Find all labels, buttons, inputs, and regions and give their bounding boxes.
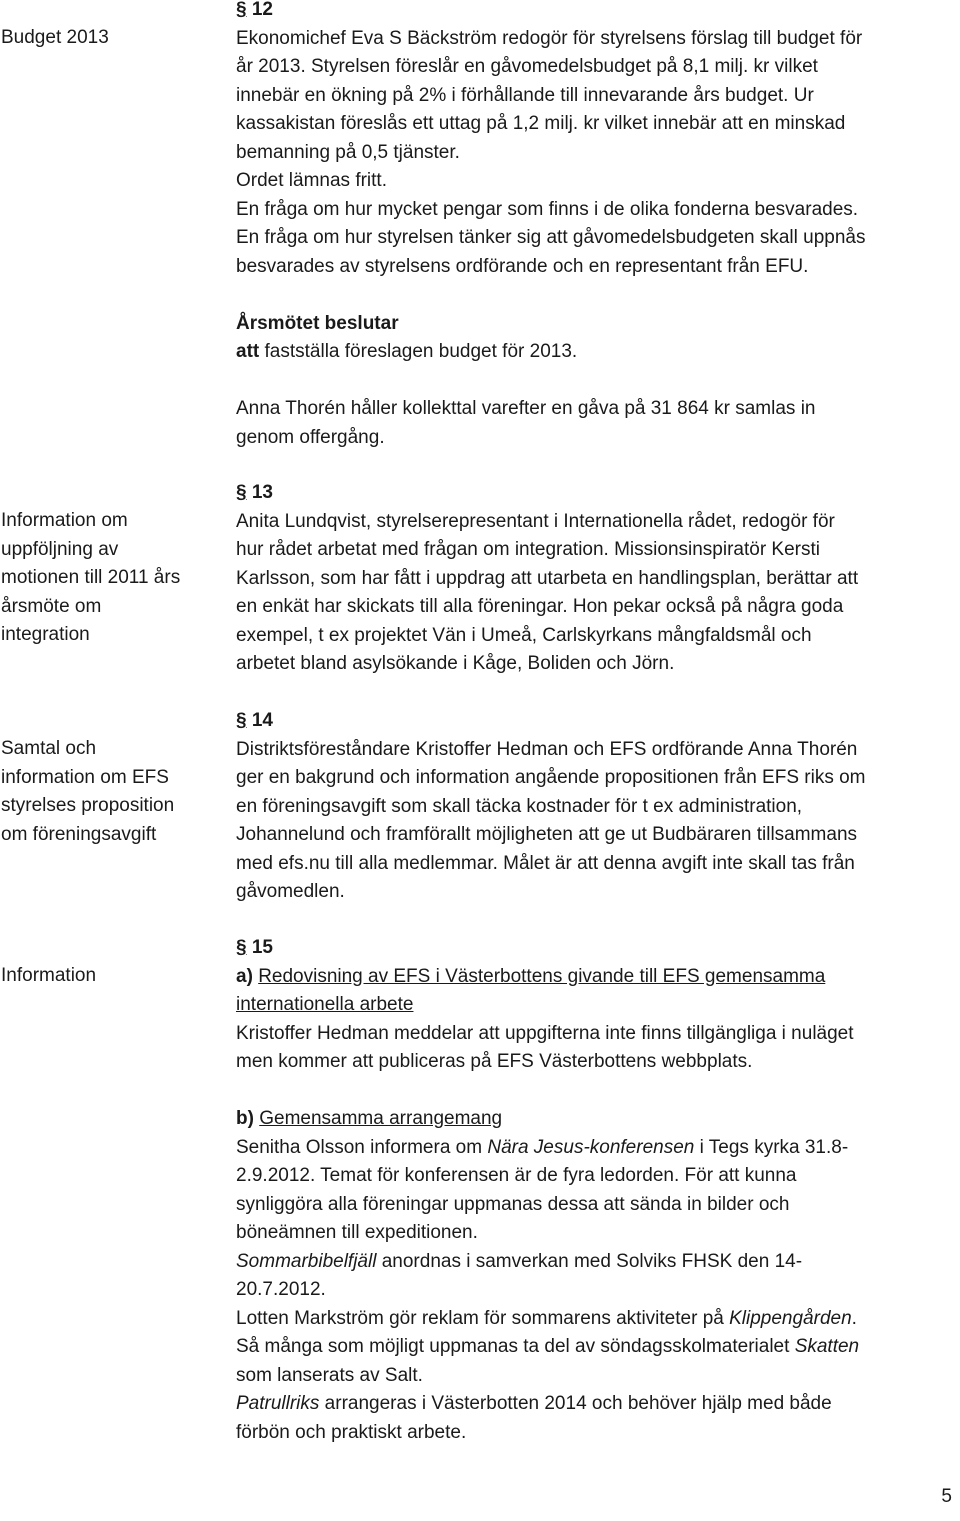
- text-line: En fråga om hur styrelsen tänker sig att gåvomedelsbudgeten skall uppnås: [236, 227, 866, 248]
- text-line: [236, 1248, 952, 1277]
- section-heading: [236, 934, 952, 963]
- section-heading: [236, 0, 952, 25]
- text-line: Johannelund och framförallt möjligheten att ge ut Budbäraren tillsammans: [236, 824, 858, 845]
- paragraph-mark: §: [236, 0, 247, 20]
- text-span: Lotten Markström gör reklam för sommarens aktiviteter på: [236, 1307, 730, 1329]
- section-15: [236, 934, 952, 1447]
- sidebar-line: information om EFS: [1, 766, 169, 788]
- text-line: synliggöra alla föreningar uppmanas dessa att sända in bilder och: [236, 1193, 790, 1215]
- decision-text: fastställa föreslagen budget för 2013.: [259, 341, 578, 362]
- text-line: [236, 1134, 952, 1163]
- text-line: [236, 1305, 952, 1334]
- text-line: bemanning på 0,5 tjänster.: [236, 141, 460, 163]
- text-line: kassakistan föreslås ett uttag på 1,2 milj. kr vilket innebär att en minskad: [236, 113, 846, 134]
- text-line: Ekonomichef Eva S Bäckström redogör för styrelsens förslag till budget för: [236, 27, 863, 49]
- text-span: Senitha Olsson informera om: [236, 1136, 488, 1158]
- text-line: Anita Lundqvist, styrelserepresentant i Internationella rådet, redogör för: [236, 510, 835, 532]
- paragraph-mark: §: [236, 710, 247, 731]
- text-span: anordnas i samverkan med Solviks FHSK den 14-: [376, 1250, 803, 1272]
- italic-span: Patrullriks: [236, 1393, 320, 1414]
- italic-span: Klippengården: [729, 1307, 852, 1329]
- text-line: En fråga om hur mycket pengar som finns i de olika fonderna besvarades.: [236, 198, 859, 220]
- subsection-b-label: b): [236, 1108, 254, 1129]
- subsection-a-title-1: Redovisning av EFS i Västerbottens givande till EFS gemensamma: [258, 965, 826, 987]
- section-14: [236, 707, 952, 907]
- subsection-a-label: a): [236, 965, 253, 987]
- text-line: Karlsson, som har fått i uppdrag att utarbeta en handlingsplan, berättar att: [236, 567, 859, 589]
- sidebar-line: integration: [1, 624, 90, 645]
- text-line: genom offergång.: [236, 426, 385, 448]
- sidebar-integration: [1, 507, 211, 650]
- sidebar-information: [1, 962, 211, 991]
- decision-heading: Årsmötet beslutar: [236, 312, 399, 334]
- subsection-a-title: [236, 963, 952, 992]
- sidebar-line: om föreningsavgift: [1, 823, 157, 845]
- subsection-b-title-text: Gemensamma arrangemang: [259, 1108, 503, 1129]
- sidebar-line: Information om: [1, 510, 128, 531]
- text-line: hur rådet arbetat med frågan om integration. Missionsinspiratör Kersti: [236, 539, 820, 560]
- text-line: år 2013. Styrelsen föreslår en gåvomedelsbudget på 8,1 milj. kr vilket: [236, 56, 818, 77]
- text-line: en föreningsavgift som skall täcka kostnader för t ex administration,: [236, 795, 803, 817]
- section-heading: [236, 479, 952, 508]
- decision-att: att: [236, 341, 260, 362]
- paragraph-mark: §: [236, 937, 247, 958]
- sidebar-line: styrelses proposition: [1, 795, 175, 816]
- section-number: 15: [251, 937, 273, 958]
- subsection-a-title-2: internationella arbete: [236, 994, 414, 1015]
- text-line: ger en bakgrund och information angående propositionen från EFS riks om: [236, 767, 866, 788]
- sidebar-line: motionen till 2011 års: [1, 567, 181, 588]
- section-number: 13: [251, 482, 273, 503]
- section-heading: [236, 707, 952, 736]
- text-line: [236, 1390, 952, 1419]
- text-line: gåvomedlen.: [236, 881, 345, 902]
- text-line: böneämnen till expeditionen.: [236, 1222, 478, 1243]
- section-number: 14: [251, 710, 273, 731]
- sidebar-line: årsmöte om: [1, 595, 102, 617]
- text-span: Så många som möjligt uppmanas ta del av söndagsskolmaterialet: [236, 1336, 795, 1357]
- sidebar-label-information: Information: [1, 965, 97, 986]
- decision-line: [236, 338, 952, 367]
- text-span: i Tegs kyrka 31.8-: [694, 1136, 849, 1158]
- subsection-b-title: [236, 1105, 952, 1134]
- page-number: 5: [941, 1486, 952, 1507]
- text-line: med efs.nu till alla medlemmar. Målet är att denna avgift inte skall tas från: [236, 852, 855, 874]
- italic-span: Nära Jesus-konferensen: [487, 1136, 695, 1158]
- sidebar-label-budget: Budget 2013: [1, 27, 109, 48]
- text-line: en enkät har skickats till alla föreningar. Hon pekar också på några goda: [236, 596, 844, 617]
- text-line: arbetet bland asylsökande i Kåge, Boliden och Jörn.: [236, 653, 675, 674]
- text-line: exempel, t ex projektet Vän i Umeå, Carlskyrkans mångfaldsmål och: [236, 624, 812, 646]
- paragraph-mark: §: [236, 482, 247, 503]
- text-line: 2.9.2012. Temat för konferensen är de fyra ledorden. För att kunna: [236, 1165, 797, 1186]
- sidebar-line: Samtal och: [1, 738, 97, 759]
- section-12: [236, 0, 952, 452]
- text-line: Anna Thorén håller kollekttal varefter en gåva på 31 864 kr samlas in: [236, 398, 816, 419]
- section-number: 12: [251, 0, 273, 20]
- text-line: innebär en ökning på 2% i förhållande till innevarande års budget. Ur: [236, 84, 814, 106]
- text-line: som lanserats av Salt.: [236, 1364, 423, 1386]
- text-line: besvarades av styrelsens ordförande och en representant från EFU.: [236, 255, 809, 277]
- text-line: [236, 1333, 952, 1362]
- text-line: men kommer att publiceras på EFS Västerbottens webbplats.: [236, 1051, 753, 1072]
- text-line: Kristoffer Hedman meddelar att uppgifterna inte finns tillgängliga i nuläget: [236, 1022, 854, 1044]
- italic-span: Skatten: [794, 1336, 860, 1357]
- sidebar-budget: [1, 24, 211, 53]
- text-span: .: [851, 1307, 857, 1329]
- text-line: 20.7.2012.: [236, 1279, 326, 1300]
- italic-span: Sommarbibelfjäll: [236, 1250, 377, 1272]
- section-13: [236, 479, 952, 679]
- text-line: Ordet lämnas fritt.: [236, 170, 387, 191]
- text-line: Distriktsföreståndare Kristoffer Hedman och EFS ordförande Anna Thorén: [236, 738, 858, 760]
- text-span: arrangeras i Västerbotten 2014 och behöver hjälp med både: [319, 1393, 832, 1414]
- sidebar-samtal: [1, 735, 211, 849]
- text-line: förbön och praktiskt arbete.: [236, 1421, 467, 1443]
- sidebar-line: uppföljning av: [1, 538, 119, 560]
